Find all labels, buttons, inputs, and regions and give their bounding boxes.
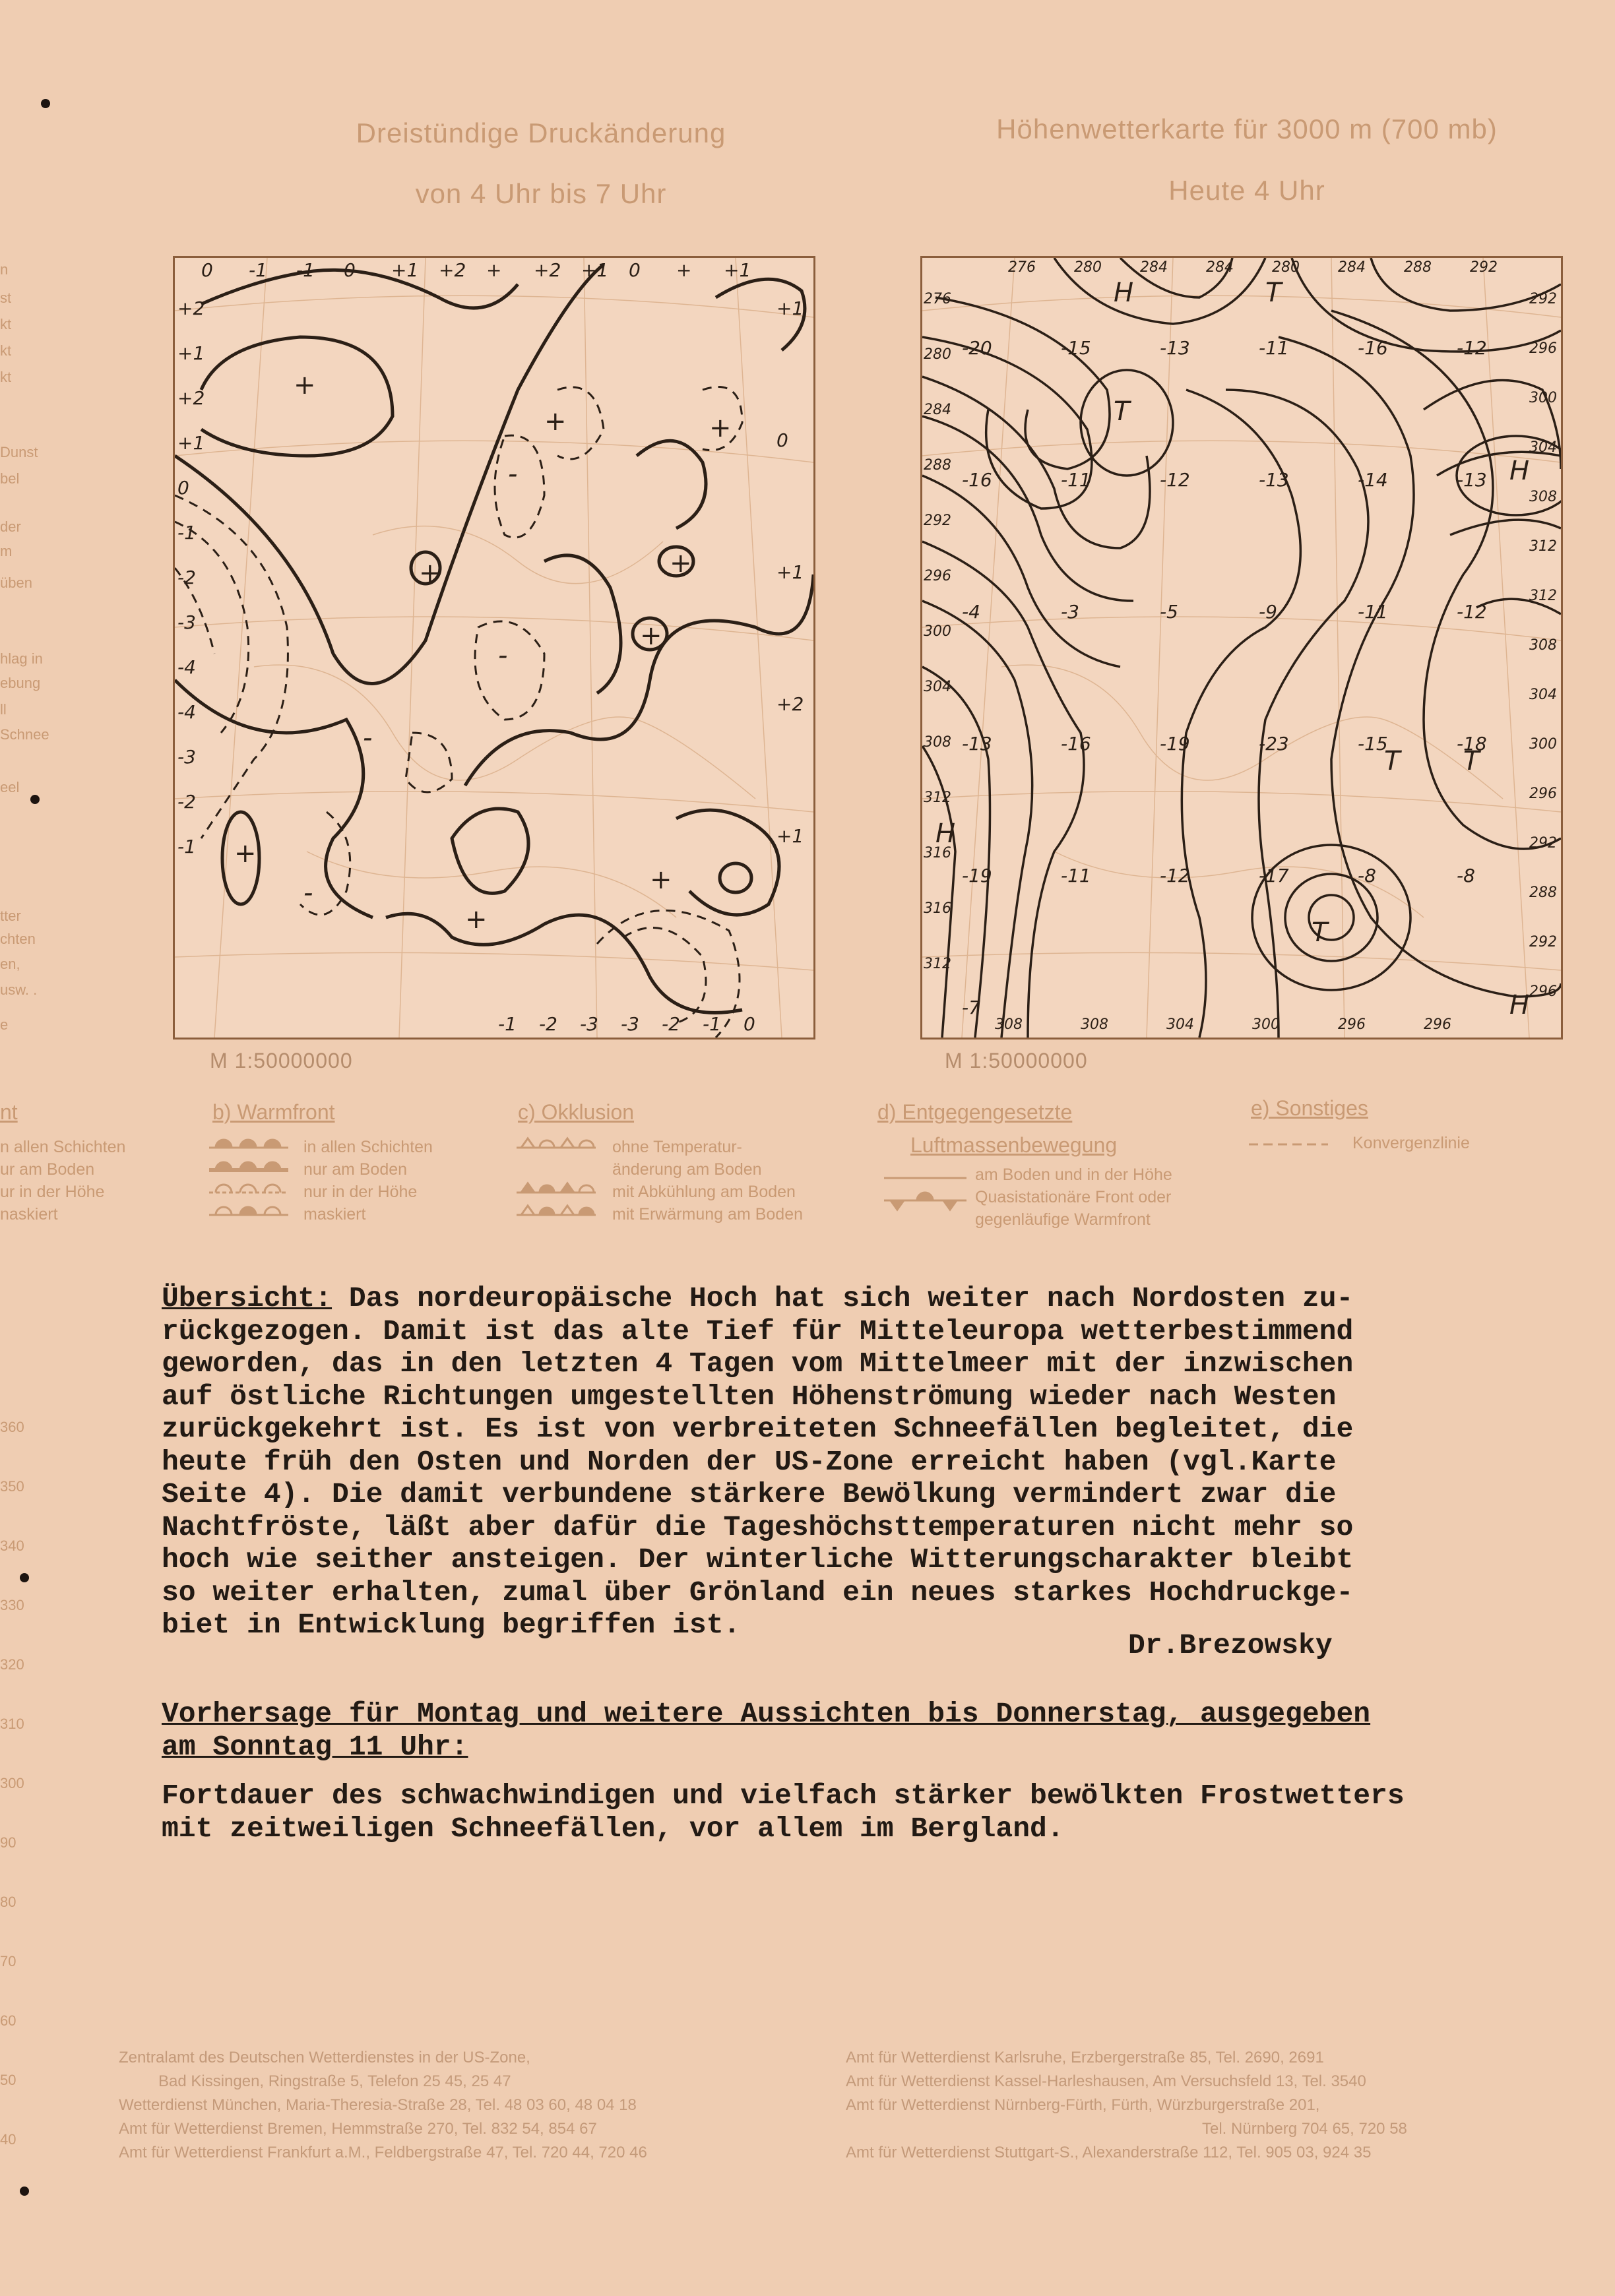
- pressure-change-map: [173, 256, 815, 1039]
- pressure-value: -2: [539, 1013, 557, 1035]
- left-map-title: Dreistündige Druckänderung: [356, 117, 726, 148]
- pressure-value: 0: [344, 259, 356, 281]
- isohypse-value: 304: [1166, 1016, 1194, 1033]
- overview-line: Seite 4). Die damit verbundene stärkere Bewölkung vermindert zwar die: [162, 1478, 1337, 1510]
- pressure-value: -1: [703, 1013, 721, 1035]
- isohypse-value: 296: [1529, 786, 1557, 802]
- margin-fragment: 60: [0, 2012, 16, 2029]
- margin-fragment: Dunst: [0, 444, 38, 460]
- temperature-value: -4: [962, 601, 980, 623]
- legend-opposing-head-2: Luftmassenbewegung: [910, 1133, 1118, 1157]
- forecast-heading-line1: Vorhersage für Montag und weitere Aussichten bis Donnerstag, ausgegeben: [162, 1698, 1371, 1730]
- pressure-value: -4: [177, 701, 196, 723]
- pressure-center: -: [498, 640, 508, 671]
- footer-line: Amt für Wetterdienst Bremen, Hemmstraße 270, Tel. 832 54, 854 67: [119, 2120, 597, 2138]
- pressure-value: -3: [580, 1013, 598, 1035]
- overview-line: auf östliche Richtungen umgestellten Höhenströmung wieder nach Westen: [162, 1380, 1337, 1413]
- temperature-value: -13: [962, 733, 992, 755]
- footer-line: Amt für Wetterdienst Kassel-Harleshausen, Am Versuchsfeld 13, Tel. 3540: [846, 2072, 1366, 2090]
- pressure-value: +: [486, 259, 502, 281]
- footer-left-addresses: [119, 2046, 647, 2165]
- margin-fragment: kt: [0, 342, 12, 359]
- isohypse-value: 292: [1529, 835, 1557, 852]
- isohypse-value: 308: [1529, 637, 1557, 654]
- legend-line: gegenläufige Warmfront: [975, 1210, 1151, 1229]
- right-map-subtitle: Heute 4 Uhr: [1168, 175, 1325, 206]
- isohypse-value: 292: [1529, 291, 1557, 307]
- isohypse-value: 308: [1081, 1016, 1108, 1033]
- legend-line: Quasistationäre Front oder: [975, 1188, 1172, 1206]
- margin-fragment: n: [0, 261, 9, 278]
- overview-label: Übersicht:: [162, 1282, 332, 1315]
- temperature-value: -19: [962, 865, 992, 886]
- pressure-system-center: T: [1384, 746, 1401, 776]
- temperature-value: -14: [1358, 469, 1388, 491]
- margin-fragment: usw. .: [0, 981, 38, 998]
- margin-fragment: der: [0, 518, 21, 535]
- isohypse-value: 296: [924, 568, 951, 584]
- temperature-value: -23: [1259, 733, 1289, 755]
- isohypse-value: 288: [1404, 259, 1432, 276]
- temperature-value: -11: [1358, 601, 1388, 623]
- isohypse-value: 276: [924, 291, 951, 307]
- pressure-value: -1: [177, 836, 196, 857]
- right-map-title: Höhenwetterkarte für 3000 m (700 mb): [996, 113, 1498, 144]
- legend-line: nur am Boden: [303, 1160, 408, 1179]
- footer-line: Amt für Wetterdienst Stuttgart-S., Alexanderstraße 112, Tel. 905 03, 924 35: [846, 2144, 1372, 2161]
- margin-fragment: m: [0, 543, 13, 559]
- margin-fragment: bel: [0, 470, 20, 487]
- overview-body: [162, 1282, 1353, 1641]
- isohypse-value: 288: [1529, 884, 1557, 901]
- forecast-text: [162, 1780, 1481, 1845]
- margin-fragment: en,: [0, 956, 20, 972]
- pressure-value: -1: [498, 1013, 517, 1035]
- margin-fragment: kt: [0, 316, 12, 332]
- footer-line: Amt für Wetterdienst Frankfurt a.M., Feldbergstraße 47, Tel. 720 44, 720 46: [119, 2144, 647, 2161]
- pressure-center: +: [419, 558, 441, 588]
- isohypse-value: 296: [1529, 983, 1557, 1000]
- margin-fragment: ll: [0, 701, 7, 718]
- isohypse-value: 300: [1529, 390, 1557, 406]
- footer-line: Tel. Nürnberg 704 65, 720 58: [1202, 2120, 1407, 2138]
- temperature-value: -16: [1358, 337, 1388, 359]
- temperature-value: -12: [1160, 469, 1190, 491]
- temperature-value: -16: [962, 469, 992, 491]
- isohypse-value: 284: [924, 402, 951, 418]
- legend-line: nur in der Höhe: [303, 1183, 418, 1201]
- isohypse-value: 292: [1529, 934, 1557, 950]
- pressure-center: +: [465, 904, 488, 935]
- margin-fragment: 80: [0, 1894, 16, 1910]
- temperature-value: -17: [1259, 865, 1289, 886]
- legend-cut-head: nt: [0, 1100, 18, 1124]
- pressure-value: +2: [177, 387, 205, 409]
- pressure-value: +2: [534, 259, 561, 281]
- pressure-value: 0: [177, 477, 189, 499]
- temperature-value: -18: [1457, 733, 1487, 755]
- overview-line: hoch wie seither ansteigen. Der winterliche Witterungscharakter bleibt: [162, 1543, 1354, 1576]
- legend-line: naskiert: [0, 1205, 58, 1224]
- isohypse-value: 296: [1424, 1016, 1451, 1033]
- warm-front-symbols: [206, 1136, 292, 1228]
- pressure-value: +1: [724, 259, 751, 281]
- overview-line: heute früh den Osten und Norden der US-Zone erreicht haben (vgl.Karte: [162, 1445, 1337, 1478]
- margin-fragment: 90: [0, 1834, 16, 1851]
- overview-line: Das nordeuropäische Hoch hat sich weiter nach Nordosten zu-: [332, 1282, 1354, 1315]
- isohypse-value: 304: [924, 679, 951, 695]
- overview-text: [162, 1282, 1481, 1642]
- temperature-value: -12: [1160, 865, 1190, 886]
- pressure-value: +1: [776, 825, 804, 847]
- isohypse-value: 312: [1529, 588, 1557, 604]
- margin-fragment: 340: [0, 1537, 24, 1554]
- margin-fragment: chten: [0, 931, 36, 947]
- pressure-center: +: [640, 621, 662, 651]
- overview-line: so weiter erhalten, zumal über Grönland ein neues starkes Hochdruckge-: [162, 1576, 1354, 1609]
- temperature-value: -5: [1160, 601, 1178, 623]
- convergence-line-symbol: [1246, 1134, 1331, 1154]
- overview-signature: Dr.Brezowsky: [1128, 1629, 1333, 1661]
- pressure-system-center: H: [1509, 456, 1530, 486]
- isohypse-value: 276: [1008, 259, 1036, 276]
- margin-fragment: eel: [0, 779, 20, 795]
- forecast-line: Fortdauer des schwachwindigen und vielfach stärker bewölkten Frostwetters: [162, 1780, 1405, 1812]
- overview-line: Nachtfröste, läßt aber dafür die Tageshöchsttemperaturen nicht mehr so: [162, 1510, 1354, 1543]
- footer-line: Amt für Wetterdienst Nürnberg-Fürth, Fürth, Würzburgerstraße 201,: [846, 2096, 1320, 2114]
- footer-line: Wetterdienst München, Maria-Theresia-Straße 28, Tel. 48 03 60, 48 04 18: [119, 2096, 637, 2114]
- isohypse-value: 284: [1338, 259, 1366, 276]
- legend-line: ur am Boden: [0, 1160, 95, 1179]
- pressure-value: +1: [391, 259, 419, 281]
- temperature-value: -8: [1457, 865, 1475, 886]
- isohypse-value: 304: [1529, 687, 1557, 703]
- pressure-center: -: [303, 878, 313, 908]
- legend-occlusion-head: c) Okklusion: [518, 1100, 635, 1124]
- isohypse-value: 292: [1470, 259, 1498, 276]
- isohypse-value: 300: [924, 623, 951, 640]
- temperature-value: -13: [1160, 337, 1190, 359]
- legend-line: maskiert: [303, 1205, 366, 1224]
- margin-fragment: 70: [0, 1953, 16, 1970]
- temperature-value: -11: [1061, 469, 1091, 491]
- margin-fragment: 320: [0, 1656, 24, 1673]
- legend-opposing-lines: [975, 1164, 1172, 1231]
- margin-fragment: 330: [0, 1597, 24, 1613]
- isohypse-value: 292: [924, 512, 951, 529]
- pressure-value: -1: [296, 259, 315, 281]
- pressure-center: -: [508, 459, 518, 489]
- temperature-value: -12: [1457, 601, 1487, 623]
- pressure-system-center: H: [1509, 990, 1530, 1020]
- isohypse-value: 308: [924, 734, 951, 751]
- temperature-value: -11: [1061, 865, 1091, 886]
- upper-air-map-drawing: [922, 258, 1561, 1038]
- isohypse-value: 308: [1529, 489, 1557, 505]
- pressure-value: +1: [177, 342, 205, 364]
- legend-line: am Boden und in der Höhe: [975, 1165, 1172, 1184]
- pressure-value: +1: [776, 561, 804, 583]
- isohypse-value: 296: [1529, 340, 1557, 357]
- isohypse-value: 316: [924, 845, 951, 861]
- temperature-value: -11: [1259, 337, 1289, 359]
- footer-line: Zentralamt des Deutschen Wetterdienstes in der US-Zone,: [119, 2049, 530, 2066]
- margin-fragment: 300: [0, 1775, 24, 1791]
- isohypse-value: 300: [1252, 1016, 1280, 1033]
- isohypse-value: 300: [1529, 736, 1557, 753]
- pressure-center: +: [709, 413, 732, 443]
- overview-line: zurückgekehrt ist. Es ist von verbreiteten Schneefällen begleitet, die: [162, 1413, 1354, 1445]
- margin-fragment: 40: [0, 2131, 16, 2148]
- overview-line: rückgezogen. Damit ist das alte Tief für Mitteleuropa wetterbestimmend: [162, 1315, 1354, 1348]
- isohypse-value: 284: [1206, 259, 1234, 276]
- legend-line: ur in der Höhe: [0, 1183, 105, 1201]
- legend-warm-front-lines: [303, 1136, 433, 1226]
- isohypse-value: 280: [1074, 259, 1102, 276]
- margin-fragment: tter: [0, 908, 21, 924]
- legend-line: n allen Schichten: [0, 1138, 126, 1156]
- temperature-value: -15: [1358, 733, 1388, 755]
- pressure-system-center: T: [1312, 917, 1328, 948]
- pressure-value: +1: [776, 297, 804, 319]
- occlusion-symbols: [513, 1136, 599, 1228]
- pressure-change-map-drawing: [175, 258, 813, 1038]
- overview-line: geworden, das in den letzten 4 Tagen vom Mittelmeer mit der inzwischen: [162, 1348, 1354, 1380]
- left-map-scale: M 1:50000000: [210, 1049, 353, 1072]
- temperature-value: -15: [1061, 337, 1091, 359]
- margin-fragment: 310: [0, 1716, 24, 1732]
- pressure-center: -: [363, 723, 373, 753]
- legend-line: mit Erwärmung am Boden: [612, 1205, 804, 1224]
- punch-hole: [30, 795, 40, 804]
- isohypse-value: 308: [995, 1016, 1023, 1033]
- isohypse-value: 312: [924, 790, 951, 806]
- margin-fragment: 50: [0, 2072, 16, 2088]
- temperature-value: -3: [1061, 601, 1079, 623]
- legend-other-lines: [1352, 1132, 1470, 1154]
- legend-opposing-head-1: d) Entgegengesetzte: [877, 1100, 1073, 1124]
- margin-fragment: 350: [0, 1478, 24, 1495]
- isohypse-value: 312: [924, 956, 951, 972]
- temperature-value: -12: [1457, 337, 1487, 359]
- isohypse-value: 288: [924, 457, 951, 474]
- pressure-value: +2: [439, 259, 466, 281]
- legend-other-head: e) Sonstiges: [1251, 1096, 1368, 1120]
- left-map-subtitle: von 4 Uhr bis 7 Uhr: [415, 178, 667, 209]
- isohypse-value: 280: [1272, 259, 1300, 276]
- overview-line: biet in Entwicklung begriffen ist.: [162, 1609, 741, 1641]
- margin-fragment: üben: [0, 574, 32, 591]
- isohypse-value: 296: [1338, 1016, 1366, 1033]
- pressure-value: +1: [581, 259, 609, 281]
- legend-warm-front-head: b) Warmfront: [212, 1100, 335, 1124]
- margin-fragment: Schnee: [0, 726, 49, 743]
- temperature-value: -13: [1457, 469, 1487, 491]
- forecast-line: mit zeitweiligen Schneefällen, vor allem im Bergland.: [162, 1812, 1064, 1845]
- punch-hole: [41, 99, 50, 108]
- margin-fragment: ebung: [0, 675, 41, 691]
- pressure-value: +1: [177, 432, 205, 454]
- isohypse-value: 304: [1529, 439, 1557, 456]
- pressure-value: -3: [177, 611, 196, 633]
- pressure-value: -2: [662, 1013, 680, 1035]
- punch-hole: [20, 2187, 29, 2196]
- pressure-value: +: [676, 259, 692, 281]
- pressure-value: -1: [177, 522, 196, 543]
- margin-fragment: st: [0, 290, 12, 306]
- margin-fragment: kt: [0, 369, 12, 385]
- pressure-system-center: H: [935, 819, 956, 849]
- footer-line: Amt für Wetterdienst Karlsruhe, Erzbergerstraße 85, Tel. 2690, 2691: [846, 2049, 1324, 2066]
- footer-line: Bad Kissingen, Ringstraße 5, Telefon 25 45, 25 47: [158, 2072, 511, 2090]
- footer-right-addresses: [846, 2046, 1407, 2165]
- pressure-value: 0: [629, 259, 641, 281]
- upper-air-map: [920, 256, 1563, 1039]
- isohypse-value: 284: [1140, 259, 1168, 276]
- margin-fragment: 360: [0, 1419, 24, 1435]
- pressure-value: -1: [249, 259, 267, 281]
- pressure-value: -2: [177, 791, 196, 813]
- legend-line: in allen Schichten: [303, 1138, 433, 1156]
- temperature-value: -9: [1259, 601, 1277, 623]
- pressure-center: +: [234, 838, 257, 869]
- pressure-value: -4: [177, 656, 196, 678]
- opposing-symbols: [877, 1167, 970, 1220]
- legend-line: änderung am Boden: [612, 1160, 762, 1179]
- margin-fragment: e: [0, 1016, 9, 1033]
- isohypse-value: 312: [1529, 538, 1557, 555]
- forecast-heading-line2: am Sonntag 11 Uhr:: [162, 1731, 468, 1763]
- legend-cut-lines: [0, 1136, 125, 1226]
- temperature-value: -13: [1259, 469, 1289, 491]
- legend-line: Konvergenzlinie: [1352, 1134, 1470, 1152]
- pressure-value: 0: [744, 1013, 755, 1035]
- temperature-value: -20: [962, 337, 992, 359]
- punch-hole: [20, 1573, 29, 1582]
- isohypse-value: 280: [924, 346, 951, 363]
- temperature-value: -16: [1061, 733, 1091, 755]
- right-map-scale: M 1:50000000: [945, 1049, 1088, 1072]
- pressure-center: +: [670, 548, 692, 578]
- pressure-value: -3: [177, 746, 196, 768]
- pressure-system-center: T: [1114, 396, 1130, 427]
- pressure-value: 0: [201, 259, 213, 281]
- pressure-system-center: T: [1463, 746, 1480, 776]
- pressure-center: +: [294, 370, 316, 400]
- isohypse-value: 316: [924, 900, 951, 917]
- temperature-value: -7: [962, 997, 980, 1018]
- legend-line: mit Abkühlung am Boden: [612, 1183, 796, 1201]
- pressure-center: +: [650, 865, 672, 895]
- pressure-center: +: [544, 406, 567, 437]
- pressure-value: +2: [177, 297, 205, 319]
- legend-line: ohne Temperatur-: [612, 1138, 742, 1156]
- pressure-value: +2: [776, 693, 804, 715]
- margin-fragment: hlag in: [0, 650, 43, 667]
- legend-occlusion-lines: [612, 1136, 803, 1226]
- pressure-system-center: T: [1265, 278, 1282, 308]
- temperature-value: -19: [1160, 733, 1190, 755]
- pressure-value: -2: [177, 567, 196, 588]
- temperature-value: -8: [1358, 865, 1376, 886]
- forecast-heading: [162, 1698, 1481, 1764]
- pressure-value: 0: [776, 429, 788, 451]
- pressure-system-center: H: [1114, 278, 1134, 308]
- pressure-value: -3: [621, 1013, 639, 1035]
